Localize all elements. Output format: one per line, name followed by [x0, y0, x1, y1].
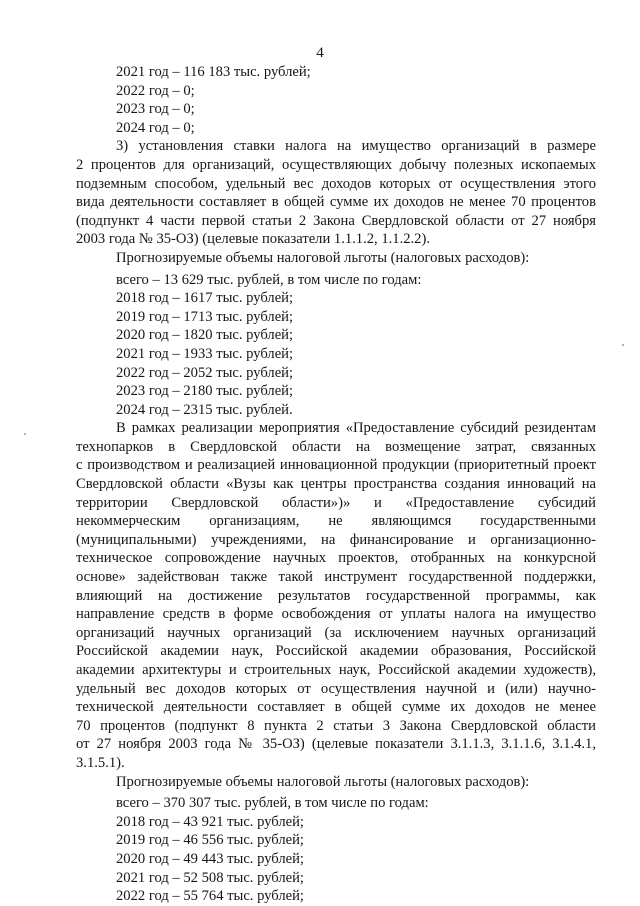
text-line: технопарков в Свердловской области на возмещение затрат, связанных	[76, 438, 596, 455]
text-line: направление средств в форме освобождения от уплаты налога на имущество	[76, 606, 596, 623]
scan-speck	[622, 344, 624, 346]
text-line: 2019 год – 46 556 тыс. рублей;	[116, 832, 304, 849]
text-line: с производством и реализацией инновационной продукции (приоритетный проект	[76, 457, 596, 474]
text-line: 2 процентов для организаций, осуществляющих добычу полезных ископаемых	[76, 156, 596, 173]
text-line: 2021 год – 1933 тыс. рублей;	[116, 345, 294, 362]
text-line: 3.1.5.1).	[76, 754, 125, 771]
text-line: от 27 ноября 2003 года № 35-ОЗ) (целевые показатели 3.1.1.3, 3.1.1.6, 3.1.4.1,	[76, 736, 596, 753]
text-line: 2022 год – 2052 тыс. рублей;	[116, 364, 294, 381]
text-line: 2018 год – 43 921 тыс. рублей;	[116, 813, 304, 830]
text-line: 2020 год – 1820 тыс. рублей;	[116, 327, 294, 344]
text-line: 70 процентов (подпункт 8 пункта 2 статьи 3 Закона Свердловской области	[76, 717, 596, 734]
text-line: 2019 год – 1713 тыс. рублей;	[116, 308, 294, 325]
text-line: вида деятельности составляет в общей сумме их доходов не менее 70 процентов	[76, 194, 596, 211]
text-line: 2020 год – 49 443 тыс. рублей;	[116, 850, 304, 867]
text-line: территории Свердловской области»)» и «Предоставление субсидий	[76, 494, 596, 511]
text-line: организаций научных организаций (за исключением научных организаций	[76, 624, 596, 641]
text-line: влияющий на достижение результатов государственной программы, как	[76, 587, 596, 604]
text-line: Прогнозируемые объемы налоговой льготы (налоговых расходов):	[116, 249, 530, 266]
text-line: Российской академии наук, Российской академии образования, Российской	[76, 643, 596, 660]
text-line: (муниципальными) учреждениями, на финансирование и организационно-	[76, 531, 596, 548]
text-line: 2018 год – 1617 тыс. рублей;	[116, 290, 294, 307]
text-line: всего – 13 629 тыс. рублей, в том числе по годам:	[116, 271, 422, 288]
text-line: 2022 год – 0;	[116, 82, 195, 99]
text-line: 2022 год – 55 764 тыс. рублей;	[116, 888, 304, 905]
text-line: 2023 год – 2180 тыс. рублей;	[116, 383, 294, 400]
document-body	[76, 63, 596, 906]
text-line: техническое сопровождение научных проектов, отобранных на конкурсной	[76, 550, 596, 567]
text-line: 2021 год – 116 183 тыс. рублей;	[116, 64, 311, 80]
text-line: Свердловской области «Вузы как центры пространства создания инноваций на	[76, 476, 596, 493]
text-line: 3) установления ставки налога на имущество организаций в размере	[116, 138, 596, 155]
text-line: 2003 года № 35-ОЗ) (целевые показатели 1.1.1.2, 1.1.2.2).	[76, 231, 430, 248]
text-line: В рамках реализации мероприятия «Предоставление субсидий резидентам	[116, 420, 596, 437]
page-number: 4	[316, 45, 324, 61]
text-line: 2024 год – 2315 тыс. рублей.	[116, 401, 293, 418]
text-line: 2021 год – 52 508 тыс. рублей;	[116, 869, 304, 886]
text-line: технической деятельности составляет в общей сумме их доходов не менее	[76, 699, 596, 716]
text-line: академии архитектуры и строительных наук, Российской академии художеств),	[76, 662, 596, 678]
text-line: Прогнозируемые объемы налоговой льготы (налоговых расходов):	[116, 773, 530, 790]
text-line: (подпункт 4 части первой статьи 2 Закона Свердловской области от 27 ноября	[76, 212, 596, 229]
text-line: некоммерческим организациям, не являющимся государственными	[76, 513, 596, 530]
text-line: основе» задействован также такой инструмент государственной поддержки,	[76, 569, 596, 586]
text-line: 2024 год – 0;	[116, 119, 195, 136]
text-line: подземным способом, удельный вес доходов которых от осуществления этого	[76, 175, 596, 192]
text-line: удельный вес доходов которых от осуществления научной и (или) научно-	[76, 680, 596, 697]
scan-speck	[24, 433, 26, 435]
text-line: 2023 год – 0;	[116, 101, 195, 118]
text-line: всего – 370 307 тыс. рублей, в том числе по годам:	[116, 795, 429, 812]
